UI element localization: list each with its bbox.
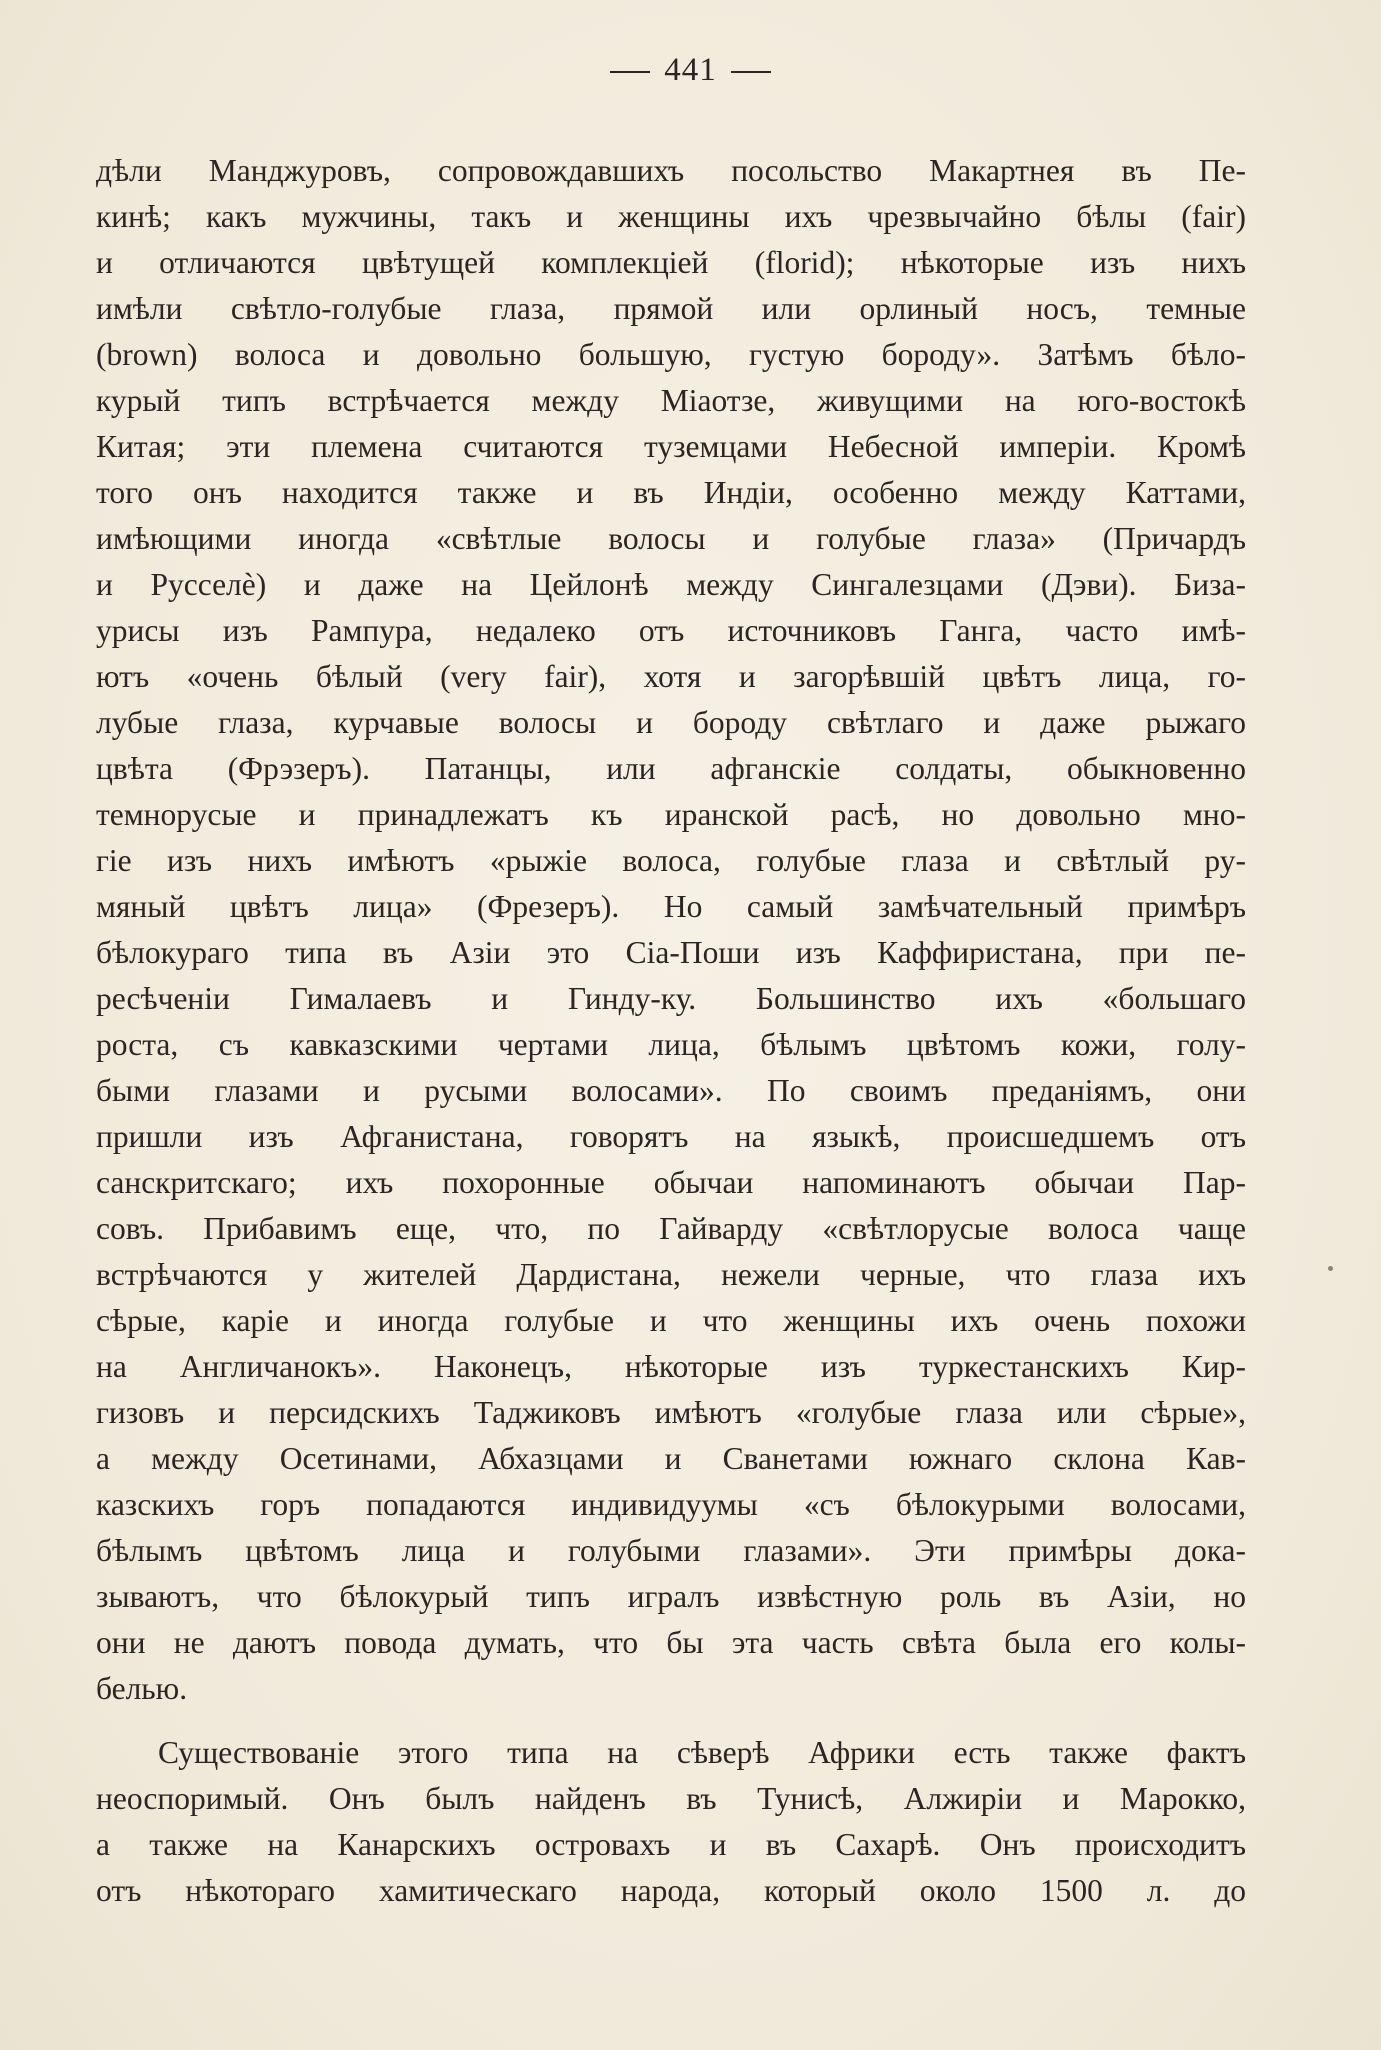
text-line: а между Осетинами, Абхазцами и Сванетами южнаго склона Кав- [96, 1441, 1246, 1476]
text-line: на Англичанокъ». Наконецъ, нѣкоторые изъ туркестанскихъ Кир- [96, 1349, 1246, 1384]
text-line: казскихъ горъ попадаются индивидуумы «съ бѣлокурыми волосами, [96, 1487, 1246, 1522]
text-line: того онъ находится также и въ Индіи, особенно между Каттами, [96, 475, 1246, 510]
scan-speck [1328, 1266, 1333, 1271]
text-line: ресѣченіи Гималаевъ и Гинду-ку. Большинство ихъ «большаго [96, 981, 1246, 1016]
text-line: зываютъ, что бѣлокурый типъ игралъ извѣстную роль въ Азіи, но [96, 1579, 1246, 1614]
text-line: пришли изъ Афганистана, говорятъ на языкѣ, происшедшемъ отъ [96, 1119, 1246, 1154]
text-line: и Русселѐ) и даже на Цейлонѣ между Сингалезцами (Дэви). Биза- [96, 567, 1246, 602]
text-line: а также на Канарскихъ островахъ и въ Сахарѣ. Онъ происходитъ [96, 1827, 1246, 1862]
page-number-right-dash [731, 71, 771, 73]
text-line: гизовъ и персидскихъ Таджиковъ имѣютъ «голубые глаза или сѣрые», [96, 1395, 1246, 1430]
text-line: кинѣ; какъ мужчины, такъ и женщины ихъ чрезвычайно бѣлы (fair) [96, 199, 1246, 234]
text-line: гіе изъ нихъ имѣютъ «рыжіе волоса, голубые глаза и свѣтлый ру- [96, 843, 1246, 878]
text-line: встрѣчаются у жителей Дардистана, нежели черные, что глаза ихъ [96, 1257, 1246, 1292]
page-number [0, 52, 1381, 89]
page-number-left-dash [610, 71, 650, 73]
paragraph-gap [96, 1712, 1246, 1730]
text-line: дѣли Манджуровъ, сопровождавшихъ посольство Макартнея въ Пе- [96, 153, 1246, 188]
text-line: имѣющими иногда «свѣтлые волосы и голубые глаза» (Причардъ [96, 521, 1246, 556]
text-line: мяный цвѣтъ лица» (Фрезеръ). Но самый замѣчательный примѣръ [96, 889, 1246, 924]
text-line: отъ нѣкотораго хамитическаго народа, который около 1500 л. до [96, 1873, 1246, 1908]
text-line: Существованіе этого типа на сѣверѣ Африки есть также фактъ [158, 1735, 1246, 1770]
text-line: темнорусые и принадлежатъ къ иранской расѣ, но довольно мно- [96, 797, 1246, 832]
text-line: имѣли свѣтло-голубые глаза, прямой или орлиный носъ, темные [96, 291, 1246, 326]
text-line: бѣлымъ цвѣтомъ лица и голубыми глазами». Эти примѣры дока- [96, 1533, 1246, 1568]
text-line: белью. [96, 1671, 188, 1706]
text-line: (brown) волоса и довольно большую, густую бороду». Затѣмъ бѣло- [96, 337, 1246, 372]
paragraph [96, 1730, 1246, 1914]
text-line: быми глазами и русыми волосами». По своимъ преданіямъ, они [96, 1073, 1246, 1108]
paragraph [96, 148, 1246, 1712]
text-line: неоспоримый. Онъ былъ найденъ въ Тунисѣ, Алжиріи и Марокко, [96, 1781, 1246, 1816]
text-line: и отличаются цвѣтущей комплекціей (florid); нѣкоторые изъ нихъ [96, 245, 1246, 280]
text-line: ютъ «очень бѣлый (very fair), хотя и загорѣвшій цвѣтъ лица, го- [96, 659, 1246, 694]
text-line: Китая; эти племена считаются туземцами Небесной имперіи. Кромѣ [96, 429, 1246, 464]
text-line: курый типъ встрѣчается между Міаотзе, живущими на юго-востокѣ [96, 383, 1246, 418]
page-number-text: 441 [664, 52, 717, 88]
text-line: они не даютъ повода думать, что бы эта часть свѣта была его колы- [96, 1625, 1246, 1660]
text-line: санскритскаго; ихъ похоронные обычаи напоминаютъ обычаи Пар- [96, 1165, 1246, 1200]
text-line: бѣлокураго типа въ Азіи это Сіа-Поши изъ Каффиристана, при пе- [96, 935, 1246, 970]
text-line: цвѣта (Фрэзеръ). Патанцы, или афганскіе солдаты, обыкновенно [96, 751, 1246, 786]
text-line: лубые глаза, курчавые волосы и бороду свѣтлаго и даже рыжаго [96, 705, 1246, 740]
text-line: совъ. Прибавимъ еще, что, по Гайварду «свѣтлорусые волоса чаще [96, 1211, 1246, 1246]
body-text [96, 148, 1246, 1914]
text-line: урисы изъ Рампура, недалеко отъ источниковъ Ганга, часто имѣ- [96, 613, 1246, 648]
text-line: роста, съ кавказскими чертами лица, бѣлымъ цвѣтомъ кожи, голу- [96, 1027, 1246, 1062]
text-line: сѣрые, каріе и иногда голубые и что женщины ихъ очень похожи [96, 1303, 1246, 1338]
